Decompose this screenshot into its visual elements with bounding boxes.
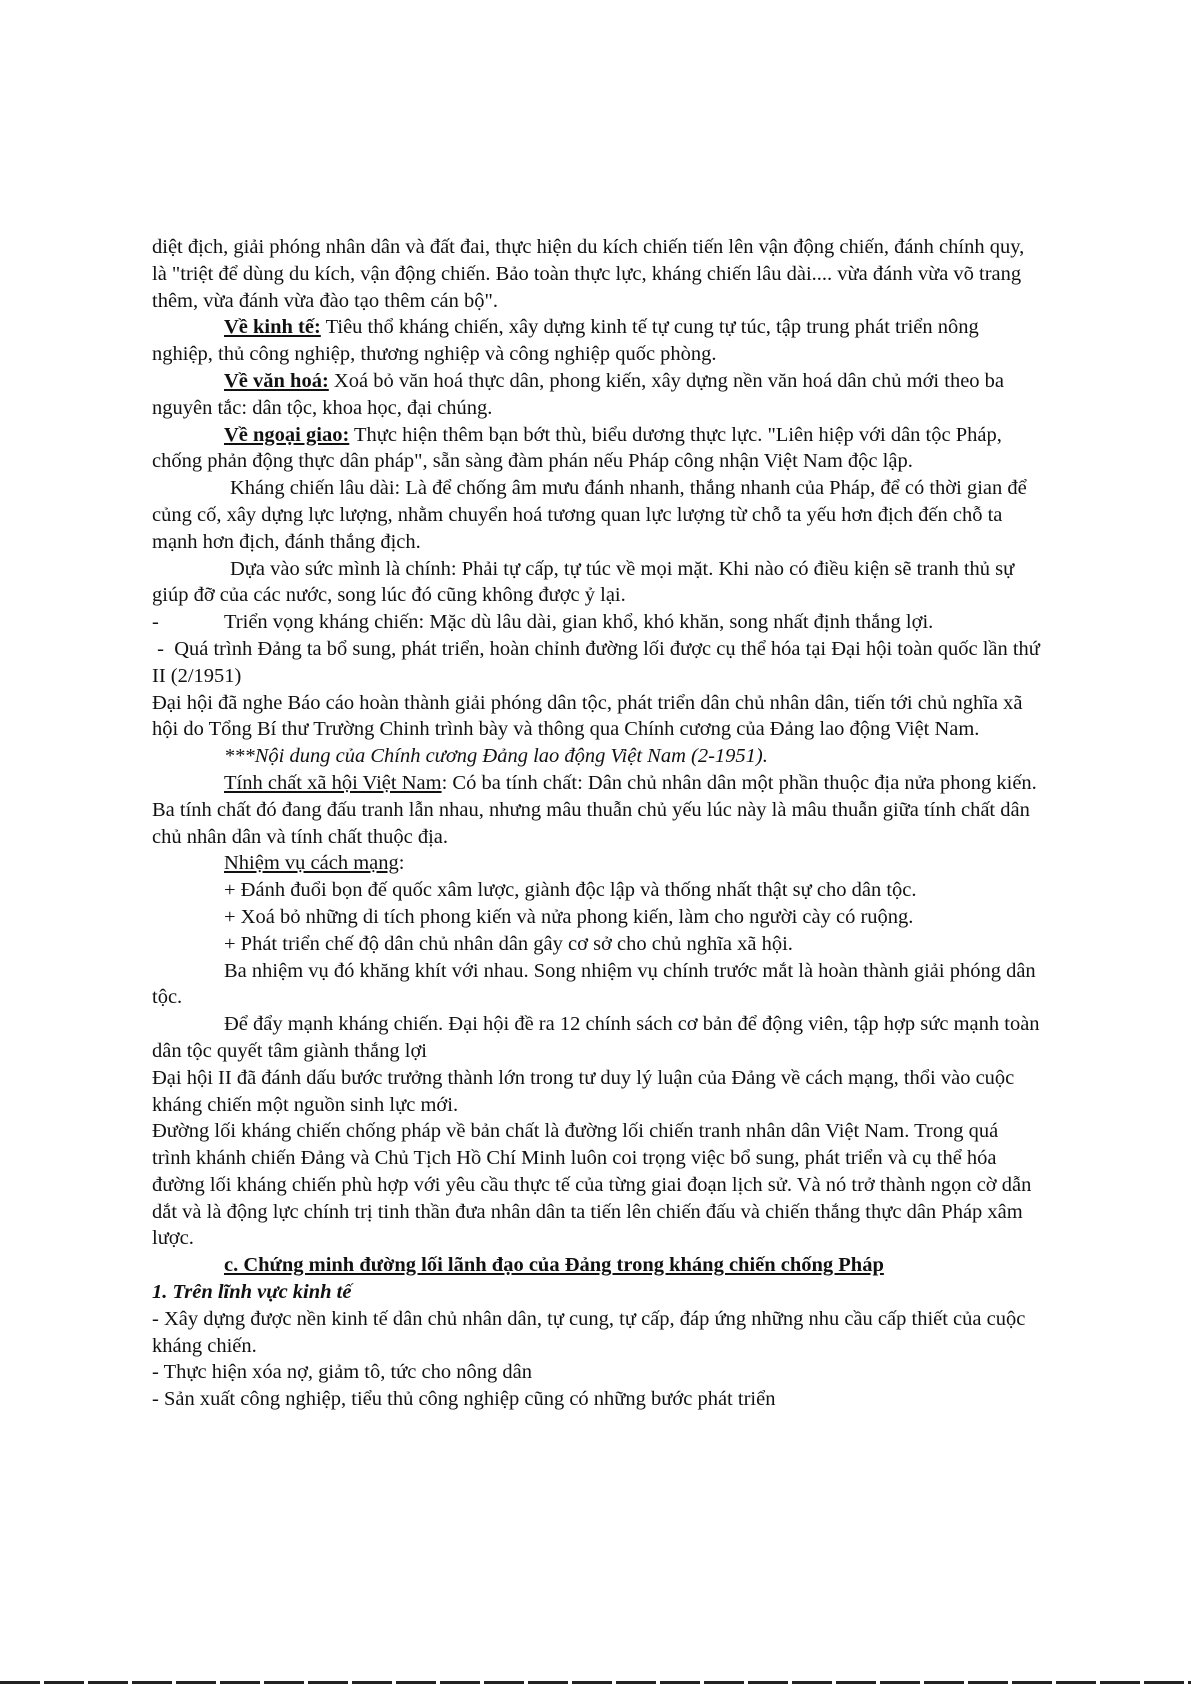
paragraph-qua-trinh: - Quá trình Đảng ta bổ sung, phát triển, hoàn chỉnh đường lối được cụ thể hóa tại Đại hội toàn quốc lần thứ II (2/1951) <box>152 637 1046 687</box>
text-kinh-te: Tiêu thổ kháng chiến, xây dựng kinh tế tự cung tự túc, tập trung phát triển nông nghiệp, thủ công nghiệp, thương nghiệp và công nghiệp quốc phòng. <box>152 316 979 366</box>
paragraph-nhiem-vu-heading <box>152 850 1042 877</box>
paragraph-trien-vong <box>152 609 1042 636</box>
bullet-item: - Thực hiện xóa nợ, giảm tô, tức cho nông dân <box>152 1361 532 1384</box>
bullet-item: - Xây dựng được nền kinh tế dân chủ nhân dân, tự cung, tự cấp, đáp ứng những nhu cầu cấp thiết của cuộc kháng chiến. <box>152 1307 1026 1357</box>
paragraph-duong-loi: Đường lối kháng chiến chống pháp về bản chất là đường lối chiến tranh nhân dân Việt Nam. Trong quá trình khánh chiến Đảng và Chủ Tịch Hồ Chí Minh luôn coi trọng việc bổ sung, phát triển và cụ thể hóa đường lối kháng chiến phù hợp với yêu cầu thực tế của từng giai đoạn lịch sử. Và nó trở thành ngọn cờ dẫn dắt và là động lực chính trị tinh thần đưa nhân dân ta tiến lên chiến đấu và chiến thắng thực dân Pháp xâm lược. <box>152 1120 1032 1250</box>
list-item-nhiem-vu: + Đánh đuổi bọn đế quốc xâm lược, giành độc lập và thống nhất thật sự cho dân tộc. <box>224 879 917 902</box>
label-kinh-te: Về kinh tế: <box>224 316 321 339</box>
label-nhiem-vu: Nhiệm vụ cách mạng <box>224 852 399 875</box>
paragraph-dua-vao-suc-minh: Dựa vào sức mình là chính: Phải tự cấp, tự túc về mọi mặt. Khi nào có điều kiện sẽ tranh thủ sự giúp đỡ của các nước, song lúc đó cũng không được ỷ lại. <box>152 557 1015 607</box>
paragraph-ba-nhiem-vu: Ba nhiệm vụ đó khăng khít với nhau. Song nhiệm vụ chính trước mắt là hoàn thành giải phóng dân tộc. <box>152 959 1036 1009</box>
text-trien-vong: Triển vọng kháng chiến: Mặc dù lâu dài, gian khổ, khó khăn, song nhất định thắng lợi. <box>224 611 934 634</box>
list-item-nhiem-vu: + Phát triển chế độ dân chủ nhân dân gây cơ sở cho chủ nghĩa xã hội. <box>224 932 793 955</box>
paragraph-ngoai-giao <box>152 422 1042 476</box>
dash-marker: - <box>152 611 159 634</box>
label-tinh-chat: Tính chất xã hội Việt Nam <box>224 771 442 794</box>
nhiem-vu-colon: : <box>398 852 405 875</box>
list-item-nhiem-vu: + Xoá bỏ những di tích phong kiến và nửa phong kiến, làm cho người cày có ruộng. <box>224 905 914 928</box>
text-tinh-chat: : Có ba tính chất: Dân chủ nhân dân một phần thuộc địa nửa phong kiến. Ba tính chất đó đang đấu tranh lẫn nhau, nhưng mâu thuẫn chủ yếu lúc này là mâu thuẫn giữa tính chất dân chủ nhân dân và tính chất thuộc địa. <box>152 771 1037 848</box>
page-bottom-edge <box>0 1681 1191 1684</box>
text-ngoai-giao: Thực hiện thêm bạn bớt thù, biểu dương thực lực. "Liên hiệp với dân tộc Pháp, chống phản động thực dân pháp", sẵn sàng đàm phán nếu Pháp công nhận Việt Nam độc lập. <box>152 423 1002 473</box>
section-heading-c: c. Chứng minh đường lối lãnh đạo của Đảng trong kháng chiến chống Pháp <box>224 1254 884 1277</box>
label-van-hoa: Về văn hoá: <box>224 369 329 392</box>
label-ngoai-giao: Về ngoại giao: <box>224 423 350 446</box>
paragraph-van-hoa <box>152 368 1042 422</box>
paragraph-tinh-chat <box>152 770 1042 850</box>
paragraph-noi-dung-chinh-cuong: ***Nội dung của Chính cương Đảng lao động Việt Nam (2-1951). <box>224 745 768 768</box>
document-page <box>152 234 1046 1413</box>
paragraph-de-day-manh: Để đẩy mạnh kháng chiến. Đại hội đề ra 12 chính sách cơ bản để động viên, tập hợp sức mạnh toàn dân tộc quyết tâm giành thắng lợi <box>152 1013 1040 1062</box>
paragraph-chien-luoc: diệt địch, giải phóng nhân dân và đất đai, thực hiện du kích chiến tiến lên vận động chiến, đánh chính quy, là "triệt để dùng du kích, vận động chiến. Bảo toàn thực lực, kháng chiến lâu dài.... vừa đánh vừa võ trang thêm, vừa đánh vừa đào tạo thêm cán bộ". <box>152 236 1025 312</box>
paragraph-dai-hoi-ii: Đại hội II đã đánh dấu bước trưởng thành lớn trong tư duy lý luận của Đảng về cách mạng, thổi vào cuộc kháng chiến một nguồn sinh lực mới. <box>152 1066 1015 1116</box>
text-van-hoa: Xoá bỏ văn hoá thực dân, phong kiến, xây dựng nền văn hoá dân chủ mới theo ba nguyên tắc: dân tộc, khoa học, đại chúng. <box>152 369 1005 419</box>
paragraph-dai-hoi: Đại hội đã nghe Báo cáo hoàn thành giải phóng dân tộc, phát triển dân chủ nhân dân, tiến tới chủ nghĩa xã hội do Tổng Bí thư Trường Chinh trình bày và thông qua Chính cương của Đảng lao động Việt Nam. <box>152 691 1023 741</box>
paragraph-khang-chien-lau-dai: Kháng chiến lâu dài: Là để chống âm mưu đánh nhanh, thắng nhanh của Pháp, để có thời gian để củng cố, xây dựng lực lượng, nhằm chuyển hoá tương quan lực lượng từ chỗ ta yếu hơn địch đến chỗ ta mạnh hơn địch, đánh thắng địch. <box>152 477 1027 553</box>
subsection-heading-1: 1. Trên lĩnh vực kinh tế <box>152 1281 352 1304</box>
bullet-item: - Sản xuất công nghiệp, tiểu thủ công nghiệp cũng có những bước phát triển <box>152 1388 776 1411</box>
paragraph-kinh-te <box>152 314 1042 368</box>
